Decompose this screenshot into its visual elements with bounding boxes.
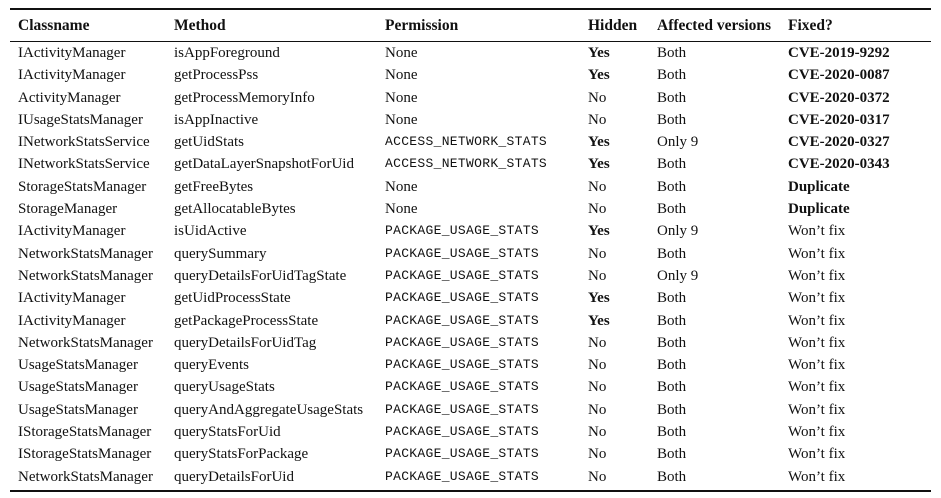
cell-affected-versions: Both <box>657 178 687 195</box>
cell-hidden: Yes <box>588 223 610 240</box>
table-row <box>10 220 931 242</box>
table-row <box>10 443 931 465</box>
cell-affected-versions: Both <box>657 111 687 128</box>
cell-fixed: Won’t fix <box>788 424 846 441</box>
cell-classname: StorageManager <box>18 201 118 218</box>
cell-permission: None <box>385 89 418 106</box>
cell-hidden: No <box>588 424 607 441</box>
cell-affected-versions: Only 9 <box>657 134 699 151</box>
cell-permission: ACCESS_NETWORK_STATS <box>385 156 548 172</box>
table-row <box>10 176 931 198</box>
cell-permission: PACKAGE_USAGE_STATS <box>385 401 539 417</box>
table-row <box>10 87 931 109</box>
cell-method: getProcessPss <box>174 67 259 84</box>
cell-hidden: Yes <box>588 67 610 84</box>
cell-fixed: Won’t fix <box>788 357 846 374</box>
cell-fixed: CVE-2020-0372 <box>788 89 890 106</box>
cell-permission: PACKAGE_USAGE_STATS <box>385 334 539 350</box>
cell-classname: NetworkStatsManager <box>18 334 153 351</box>
cell-method: queryEvents <box>174 357 249 374</box>
cell-permission: PACKAGE_USAGE_STATS <box>385 468 539 484</box>
cell-fixed: CVE-2019-9292 <box>788 45 890 61</box>
cell-fixed: Won’t fix <box>788 334 846 351</box>
cell-affected-versions: Both <box>657 156 687 173</box>
cell-fixed: Won’t fix <box>788 290 846 307</box>
cell-permission: PACKAGE_USAGE_STATS <box>385 357 539 373</box>
cell-fixed: Won’t fix <box>788 245 846 262</box>
cell-method: isAppInactive <box>174 111 259 128</box>
cell-permission: None <box>385 111 418 128</box>
cell-affected-versions: Both <box>657 379 687 396</box>
cell-hidden: No <box>588 468 607 485</box>
cell-method: getPackageProcessState <box>174 312 319 329</box>
cell-fixed: Won’t fix <box>788 267 846 284</box>
cell-classname: INetworkStatsService <box>18 156 150 173</box>
cell-affected-versions: Both <box>657 401 687 418</box>
cell-method: querySummary <box>174 245 267 262</box>
cell-method: queryStatsForPackage <box>174 446 309 463</box>
cell-hidden: Yes <box>588 312 610 329</box>
cell-affected-versions: Both <box>657 357 687 374</box>
cell-affected-versions: Both <box>657 468 687 485</box>
cell-method: getFreeBytes <box>174 178 254 195</box>
cell-affected-versions: Both <box>657 201 687 218</box>
cell-method: getUidStats <box>174 134 244 151</box>
bottom-rule <box>10 490 931 492</box>
cell-hidden: No <box>588 401 607 418</box>
table-row <box>10 265 931 287</box>
cell-affected-versions: Both <box>657 334 687 351</box>
cell-classname: UsageStatsManager <box>18 401 138 418</box>
cell-permission: None <box>385 67 418 84</box>
cell-hidden: No <box>588 245 607 262</box>
cell-hidden: No <box>588 379 607 396</box>
table-row <box>10 421 931 443</box>
cell-hidden: Yes <box>588 290 610 307</box>
cell-classname: ActivityManager <box>18 89 121 106</box>
cell-permission: PACKAGE_USAGE_STATS <box>385 379 539 395</box>
table-row <box>10 64 931 86</box>
table-row <box>10 466 931 488</box>
table-row <box>10 243 931 265</box>
cell-method: queryDetailsForUidTag <box>174 334 317 351</box>
cell-affected-versions: Both <box>657 446 687 463</box>
table-row <box>10 376 931 398</box>
table-row <box>10 310 931 332</box>
header-classname: Classname <box>18 16 90 34</box>
cell-classname: IActivityManager <box>18 223 126 240</box>
vulnerability-table <box>10 10 931 488</box>
cell-method: getUidProcessState <box>174 290 291 307</box>
cell-fixed: CVE-2020-0317 <box>788 111 890 128</box>
cell-hidden: No <box>588 111 607 128</box>
header-fixed: Fixed? <box>788 16 833 34</box>
table-row <box>10 109 931 131</box>
cell-hidden: Yes <box>588 156 610 173</box>
cell-classname: NetworkStatsManager <box>18 267 153 284</box>
cell-permission: PACKAGE_USAGE_STATS <box>385 446 539 462</box>
cell-classname: IActivityManager <box>18 312 126 329</box>
cell-classname: NetworkStatsManager <box>18 245 153 262</box>
table-row <box>10 41 931 64</box>
header-hidden: Hidden <box>588 16 638 34</box>
cell-permission: PACKAGE_USAGE_STATS <box>385 267 539 283</box>
cell-affected-versions: Both <box>657 424 687 441</box>
cell-fixed: Won’t fix <box>788 379 846 396</box>
cell-method: queryAndAggregateUsageStats <box>174 401 364 418</box>
table-body <box>10 41 931 488</box>
table-row <box>10 354 931 376</box>
cell-classname: StorageStatsManager <box>18 178 147 195</box>
cell-permission: PACKAGE_USAGE_STATS <box>385 312 539 328</box>
table-row <box>10 153 931 175</box>
table-row <box>10 198 931 220</box>
cell-classname: IActivityManager <box>18 290 126 307</box>
table-row <box>10 131 931 153</box>
cell-hidden: No <box>588 446 607 463</box>
cell-classname: NetworkStatsManager <box>18 468 153 485</box>
cell-classname: IStorageStatsManager <box>18 424 152 441</box>
cell-permission: PACKAGE_USAGE_STATS <box>385 424 539 440</box>
cell-method: queryUsageStats <box>174 379 275 396</box>
table-row <box>10 332 931 354</box>
cell-classname: UsageStatsManager <box>18 379 138 396</box>
header-permission: Permission <box>385 16 459 34</box>
cell-method: queryStatsForUid <box>174 424 281 441</box>
cell-affected-versions: Only 9 <box>657 267 699 284</box>
table-row <box>10 287 931 309</box>
cell-method: isUidActive <box>174 223 247 240</box>
cell-classname: INetworkStatsService <box>18 134 150 151</box>
header-method: Method <box>174 16 226 34</box>
cell-fixed: Won’t fix <box>788 446 846 463</box>
cell-permission: None <box>385 201 418 218</box>
cell-classname: IUsageStatsManager <box>18 111 143 128</box>
cell-method: queryDetailsForUidTagState <box>174 267 347 284</box>
cell-hidden: No <box>588 201 607 218</box>
cell-fixed: Won’t fix <box>788 223 846 240</box>
cell-permission: PACKAGE_USAGE_STATS <box>385 290 539 306</box>
cell-hidden: No <box>588 89 607 106</box>
cell-method: isAppForeground <box>174 45 280 61</box>
cell-permission: None <box>385 45 418 61</box>
cell-fixed: CVE-2020-0327 <box>788 134 890 151</box>
cell-fixed: Won’t fix <box>788 312 846 329</box>
cell-fixed: Duplicate <box>788 201 850 218</box>
cell-fixed: Won’t fix <box>788 401 846 418</box>
cell-affected-versions: Only 9 <box>657 223 699 240</box>
cell-classname: UsageStatsManager <box>18 357 138 374</box>
cell-permission: PACKAGE_USAGE_STATS <box>385 223 539 239</box>
cell-hidden: No <box>588 178 607 195</box>
cell-hidden: Yes <box>588 45 610 61</box>
cell-affected-versions: Both <box>657 290 687 307</box>
cell-affected-versions: Both <box>657 45 687 61</box>
cell-fixed: Duplicate <box>788 178 850 195</box>
cell-permission: PACKAGE_USAGE_STATS <box>385 245 539 261</box>
cell-method: getProcessMemoryInfo <box>174 89 315 106</box>
header-row <box>10 10 931 41</box>
cell-method: queryDetailsForUid <box>174 468 294 485</box>
cell-method: getDataLayerSnapshotForUid <box>174 156 354 173</box>
cell-hidden: No <box>588 334 607 351</box>
cell-hidden: No <box>588 267 607 284</box>
cell-fixed: CVE-2020-0343 <box>788 156 890 173</box>
cell-affected-versions: Both <box>657 245 687 262</box>
table-row <box>10 399 931 421</box>
cell-permission: None <box>385 178 418 195</box>
cell-hidden: No <box>588 357 607 374</box>
cell-affected-versions: Both <box>657 312 687 329</box>
cell-fixed: CVE-2020-0087 <box>788 67 890 84</box>
cell-classname: IActivityManager <box>18 67 126 84</box>
header-affected-versions: Affected versions <box>657 16 772 34</box>
cell-affected-versions: Both <box>657 89 687 106</box>
cell-classname: IStorageStatsManager <box>18 446 152 463</box>
cell-permission: ACCESS_NETWORK_STATS <box>385 134 548 150</box>
cell-affected-versions: Both <box>657 67 687 84</box>
cell-method: getAllocatableBytes <box>174 201 296 218</box>
cell-hidden: Yes <box>588 134 610 151</box>
cell-fixed: Won’t fix <box>788 468 846 485</box>
cell-classname: IActivityManager <box>18 45 126 61</box>
